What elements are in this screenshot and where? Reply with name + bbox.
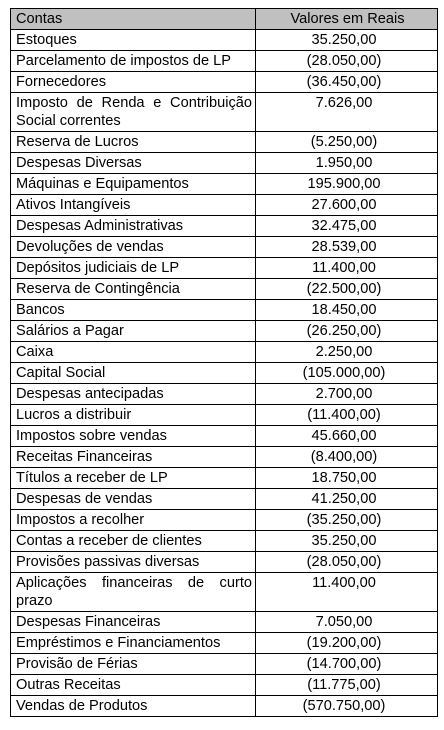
table-row xyxy=(11,321,438,342)
account-name-cell: Despesas de vendas xyxy=(11,489,256,510)
account-value-cell: (105.000,00) xyxy=(256,363,438,384)
table-row xyxy=(11,174,438,195)
account-value-cell: 7.050,00 xyxy=(256,612,438,633)
account-name-cell: Vendas de Produtos xyxy=(11,696,256,717)
table-body xyxy=(11,30,438,717)
table-row xyxy=(11,30,438,51)
table-row xyxy=(11,237,438,258)
account-value-cell: 27.600,00 xyxy=(256,195,438,216)
account-value-cell: (14.700,00) xyxy=(256,654,438,675)
account-value-cell: 18.450,00 xyxy=(256,300,438,321)
account-name-cell: Receitas Financeiras xyxy=(11,447,256,468)
account-value-cell: (19.200,00) xyxy=(256,633,438,654)
table-row xyxy=(11,675,438,696)
account-name-cell: Reserva de Contingência xyxy=(11,279,256,300)
account-value-cell: 11.400,00 xyxy=(256,258,438,279)
account-name-cell: Títulos a receber de LP xyxy=(11,468,256,489)
account-value-cell: (36.450,00) xyxy=(256,72,438,93)
account-value-cell: (26.250,00) xyxy=(256,321,438,342)
table-row xyxy=(11,654,438,675)
table-row xyxy=(11,384,438,405)
account-value-cell: 18.750,00 xyxy=(256,468,438,489)
table-row xyxy=(11,132,438,153)
table-row xyxy=(11,279,438,300)
account-name-cell: Salários a Pagar xyxy=(11,321,256,342)
account-value-cell: (5.250,00) xyxy=(256,132,438,153)
account-name-cell: Aplicações financeiras de curto prazo xyxy=(11,573,256,612)
account-name-cell: Outras Receitas xyxy=(11,675,256,696)
table-row xyxy=(11,72,438,93)
account-name-cell: Imposto de Renda e Contribuição Social correntes xyxy=(11,93,256,132)
account-value-cell: 11.400,00 xyxy=(256,573,438,612)
account-value-cell: (11.775,00) xyxy=(256,675,438,696)
account-value-cell: 195.900,00 xyxy=(256,174,438,195)
account-name-cell: Despesas Diversas xyxy=(11,153,256,174)
table-row xyxy=(11,633,438,654)
account-value-cell: 28.539,00 xyxy=(256,237,438,258)
account-value-cell: 41.250,00 xyxy=(256,489,438,510)
table-row xyxy=(11,489,438,510)
table-row xyxy=(11,612,438,633)
table-row xyxy=(11,468,438,489)
table-row xyxy=(11,93,438,132)
account-value-cell: 1.950,00 xyxy=(256,153,438,174)
table-header-row xyxy=(11,9,438,30)
account-name-cell: Despesas Administrativas xyxy=(11,216,256,237)
account-name-cell: Despesas antecipadas xyxy=(11,384,256,405)
account-name-cell: Impostos sobre vendas xyxy=(11,426,256,447)
table-row xyxy=(11,363,438,384)
table-row xyxy=(11,216,438,237)
account-name-cell: Bancos xyxy=(11,300,256,321)
account-value-cell: 2.700,00 xyxy=(256,384,438,405)
table-row xyxy=(11,573,438,612)
account-value-cell: 35.250,00 xyxy=(256,531,438,552)
account-value-cell: 7.626,00 xyxy=(256,93,438,132)
account-name-cell: Provisões passivas diversas xyxy=(11,552,256,573)
table-row xyxy=(11,342,438,363)
account-value-cell: (35.250,00) xyxy=(256,510,438,531)
accounts-table xyxy=(10,8,438,717)
account-value-cell: 35.250,00 xyxy=(256,30,438,51)
account-name-cell: Ativos Intangíveis xyxy=(11,195,256,216)
table-row xyxy=(11,510,438,531)
account-name-cell: Empréstimos e Financiamentos xyxy=(11,633,256,654)
table-row xyxy=(11,552,438,573)
account-name-cell: Lucros a distribuir xyxy=(11,405,256,426)
account-value-cell: 32.475,00 xyxy=(256,216,438,237)
table-row xyxy=(11,195,438,216)
account-name-cell: Depósitos judiciais de LP xyxy=(11,258,256,279)
table-row xyxy=(11,51,438,72)
account-value-cell: (11.400,00) xyxy=(256,405,438,426)
table-row xyxy=(11,426,438,447)
account-value-cell: (28.050,00) xyxy=(256,552,438,573)
account-value-cell: (570.750,00) xyxy=(256,696,438,717)
account-name-cell: Máquinas e Equipamentos xyxy=(11,174,256,195)
column-header-values: Valores em Reais xyxy=(256,9,438,30)
table-row xyxy=(11,300,438,321)
table-row xyxy=(11,405,438,426)
account-name-cell: Estoques xyxy=(11,30,256,51)
account-value-cell: (22.500,00) xyxy=(256,279,438,300)
account-name-cell: Devoluções de vendas xyxy=(11,237,256,258)
account-value-cell: 2.250,00 xyxy=(256,342,438,363)
account-name-cell: Capital Social xyxy=(11,363,256,384)
table-row xyxy=(11,153,438,174)
table-row xyxy=(11,531,438,552)
account-name-cell: Caixa xyxy=(11,342,256,363)
account-name-cell: Provisão de Férias xyxy=(11,654,256,675)
account-name-cell: Contas a receber de clientes xyxy=(11,531,256,552)
table-row xyxy=(11,447,438,468)
account-value-cell: (8.400,00) xyxy=(256,447,438,468)
account-name-cell: Reserva de Lucros xyxy=(11,132,256,153)
column-header-accounts: Contas xyxy=(11,9,256,30)
account-name-cell: Despesas Financeiras xyxy=(11,612,256,633)
table-row xyxy=(11,696,438,717)
account-value-cell: 45.660,00 xyxy=(256,426,438,447)
account-name-cell: Parcelamento de impostos de LP xyxy=(11,51,256,72)
account-name-cell: Fornecedores xyxy=(11,72,256,93)
account-name-cell: Impostos a recolher xyxy=(11,510,256,531)
table-row xyxy=(11,258,438,279)
account-value-cell: (28.050,00) xyxy=(256,51,438,72)
